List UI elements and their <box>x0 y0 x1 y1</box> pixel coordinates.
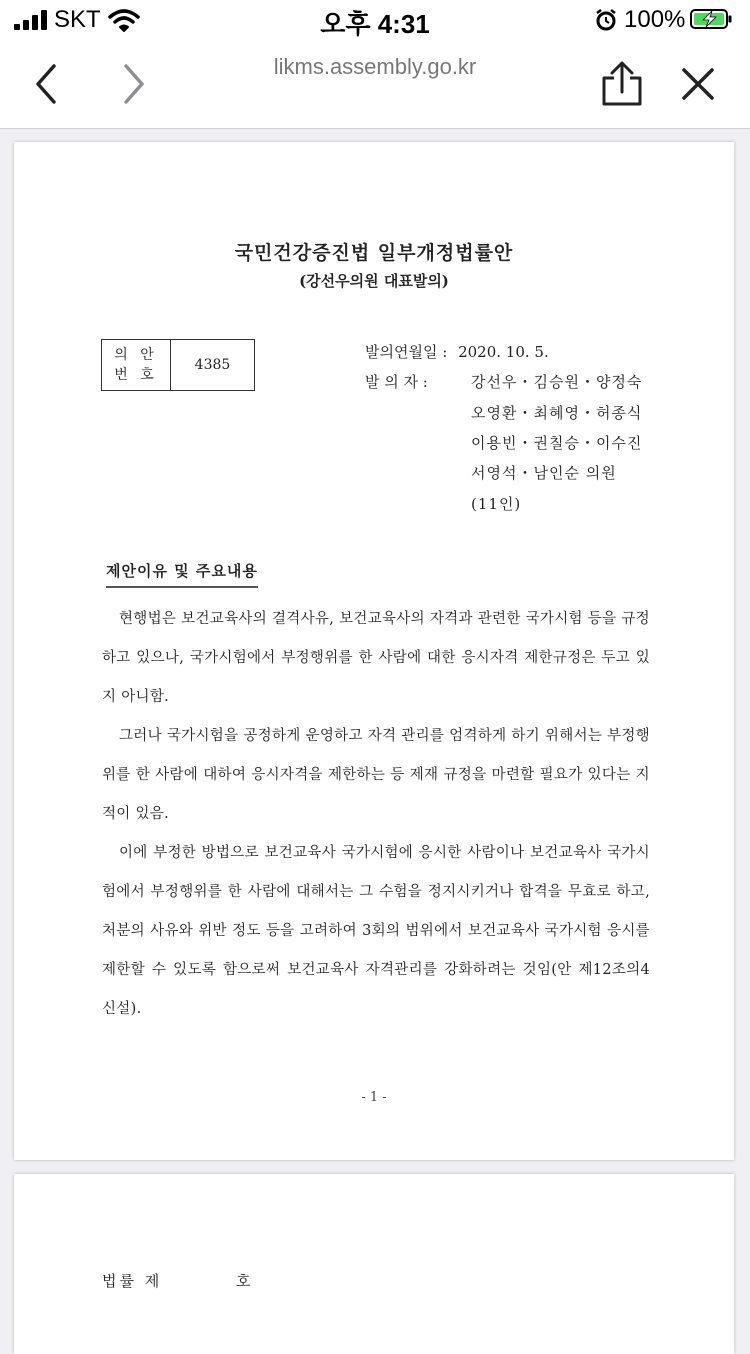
battery-charging-icon <box>690 9 732 29</box>
proposer-label: 발 의 자 : <box>365 373 428 391</box>
bill-label-line2: 번 호 <box>114 367 158 383</box>
proposer-line: 오영환・최혜영・허종식 <box>471 404 643 422</box>
share-icon[interactable] <box>598 60 646 108</box>
proposer-line: 강선우・김승원・양정숙 <box>471 373 643 391</box>
proposer-count: (11인) <box>471 495 522 513</box>
bill-number-label <box>102 340 171 390</box>
document-subtitle: (강선우의원 대표발의) <box>299 272 449 290</box>
document-title: 국민건강증진법 일부개정법률안 <box>234 242 514 264</box>
bill-label-line1: 의 안 <box>114 347 158 363</box>
url-text[interactable]: likms.assembly.go.kr <box>273 54 477 79</box>
proposer-line: 서영석・남인순 의원 <box>471 464 617 482</box>
close-icon[interactable] <box>674 60 722 108</box>
document-page-2 <box>14 1174 734 1354</box>
body-paragraph: 현행법은 보건교육사의 결격사유, 보건교육사의 자격과 관련한 국가시험 등을 규정하고 있으나, 국가시험에서 부정행위를 한 사람에 대한 응시자격 제한규정은 두고 있지 아니함. <box>102 611 650 705</box>
law-number-suffix: 호 <box>236 1272 251 1290</box>
alarm-icon <box>594 8 618 32</box>
body-paragraph: 그러나 국가시험을 공정하게 운영하고 자격 관리를 엄격하게 하기 위해서는 부정행위를 한 사람에 대하여 응시자격을 제한하는 등 제재 규정을 마련할 필요가 있다는 지적이 있음. <box>102 728 650 822</box>
browser-toolbar <box>0 40 750 129</box>
proposal-date-row <box>365 341 549 362</box>
document-page-1 <box>14 142 734 1160</box>
section-heading: 제안이유 및 주요내용 <box>106 560 258 588</box>
proposer-line: 이용빈・권칠승・이수진 <box>471 434 643 452</box>
clock: 오후 4:31 <box>320 9 430 39</box>
page-number: - 1 - <box>361 1090 387 1105</box>
bill-number-value: 4385 <box>194 357 231 373</box>
battery-percent: 100% <box>624 6 686 33</box>
body-paragraph: 이에 부정한 방법으로 보건교육사 국가시험에 응시한 사람이나 보건교육사 국가시험에서 부정행위를 한 사람에 대해서는 그 수험을 정지시키거나 합격을 무효로 하고, 처분의 사유와 위반 정도 등을 고려하여 3회의 범위에서 보건교육사 국가시험 응시를 제한할 수 있도록 함으로써 보건교육사 자격관리를 강화하려는 것임(안 제12조의4 신설). <box>102 845 650 1017</box>
carrier-name: SKT <box>54 6 101 33</box>
status-bar <box>0 0 750 40</box>
bill-number-box <box>101 339 255 391</box>
law-number-label: 법률 제 <box>102 1272 163 1290</box>
proposal-date-label: 발의연월일 : <box>365 343 448 361</box>
proposal-date-value: 2020. 10. 5. <box>458 343 549 361</box>
